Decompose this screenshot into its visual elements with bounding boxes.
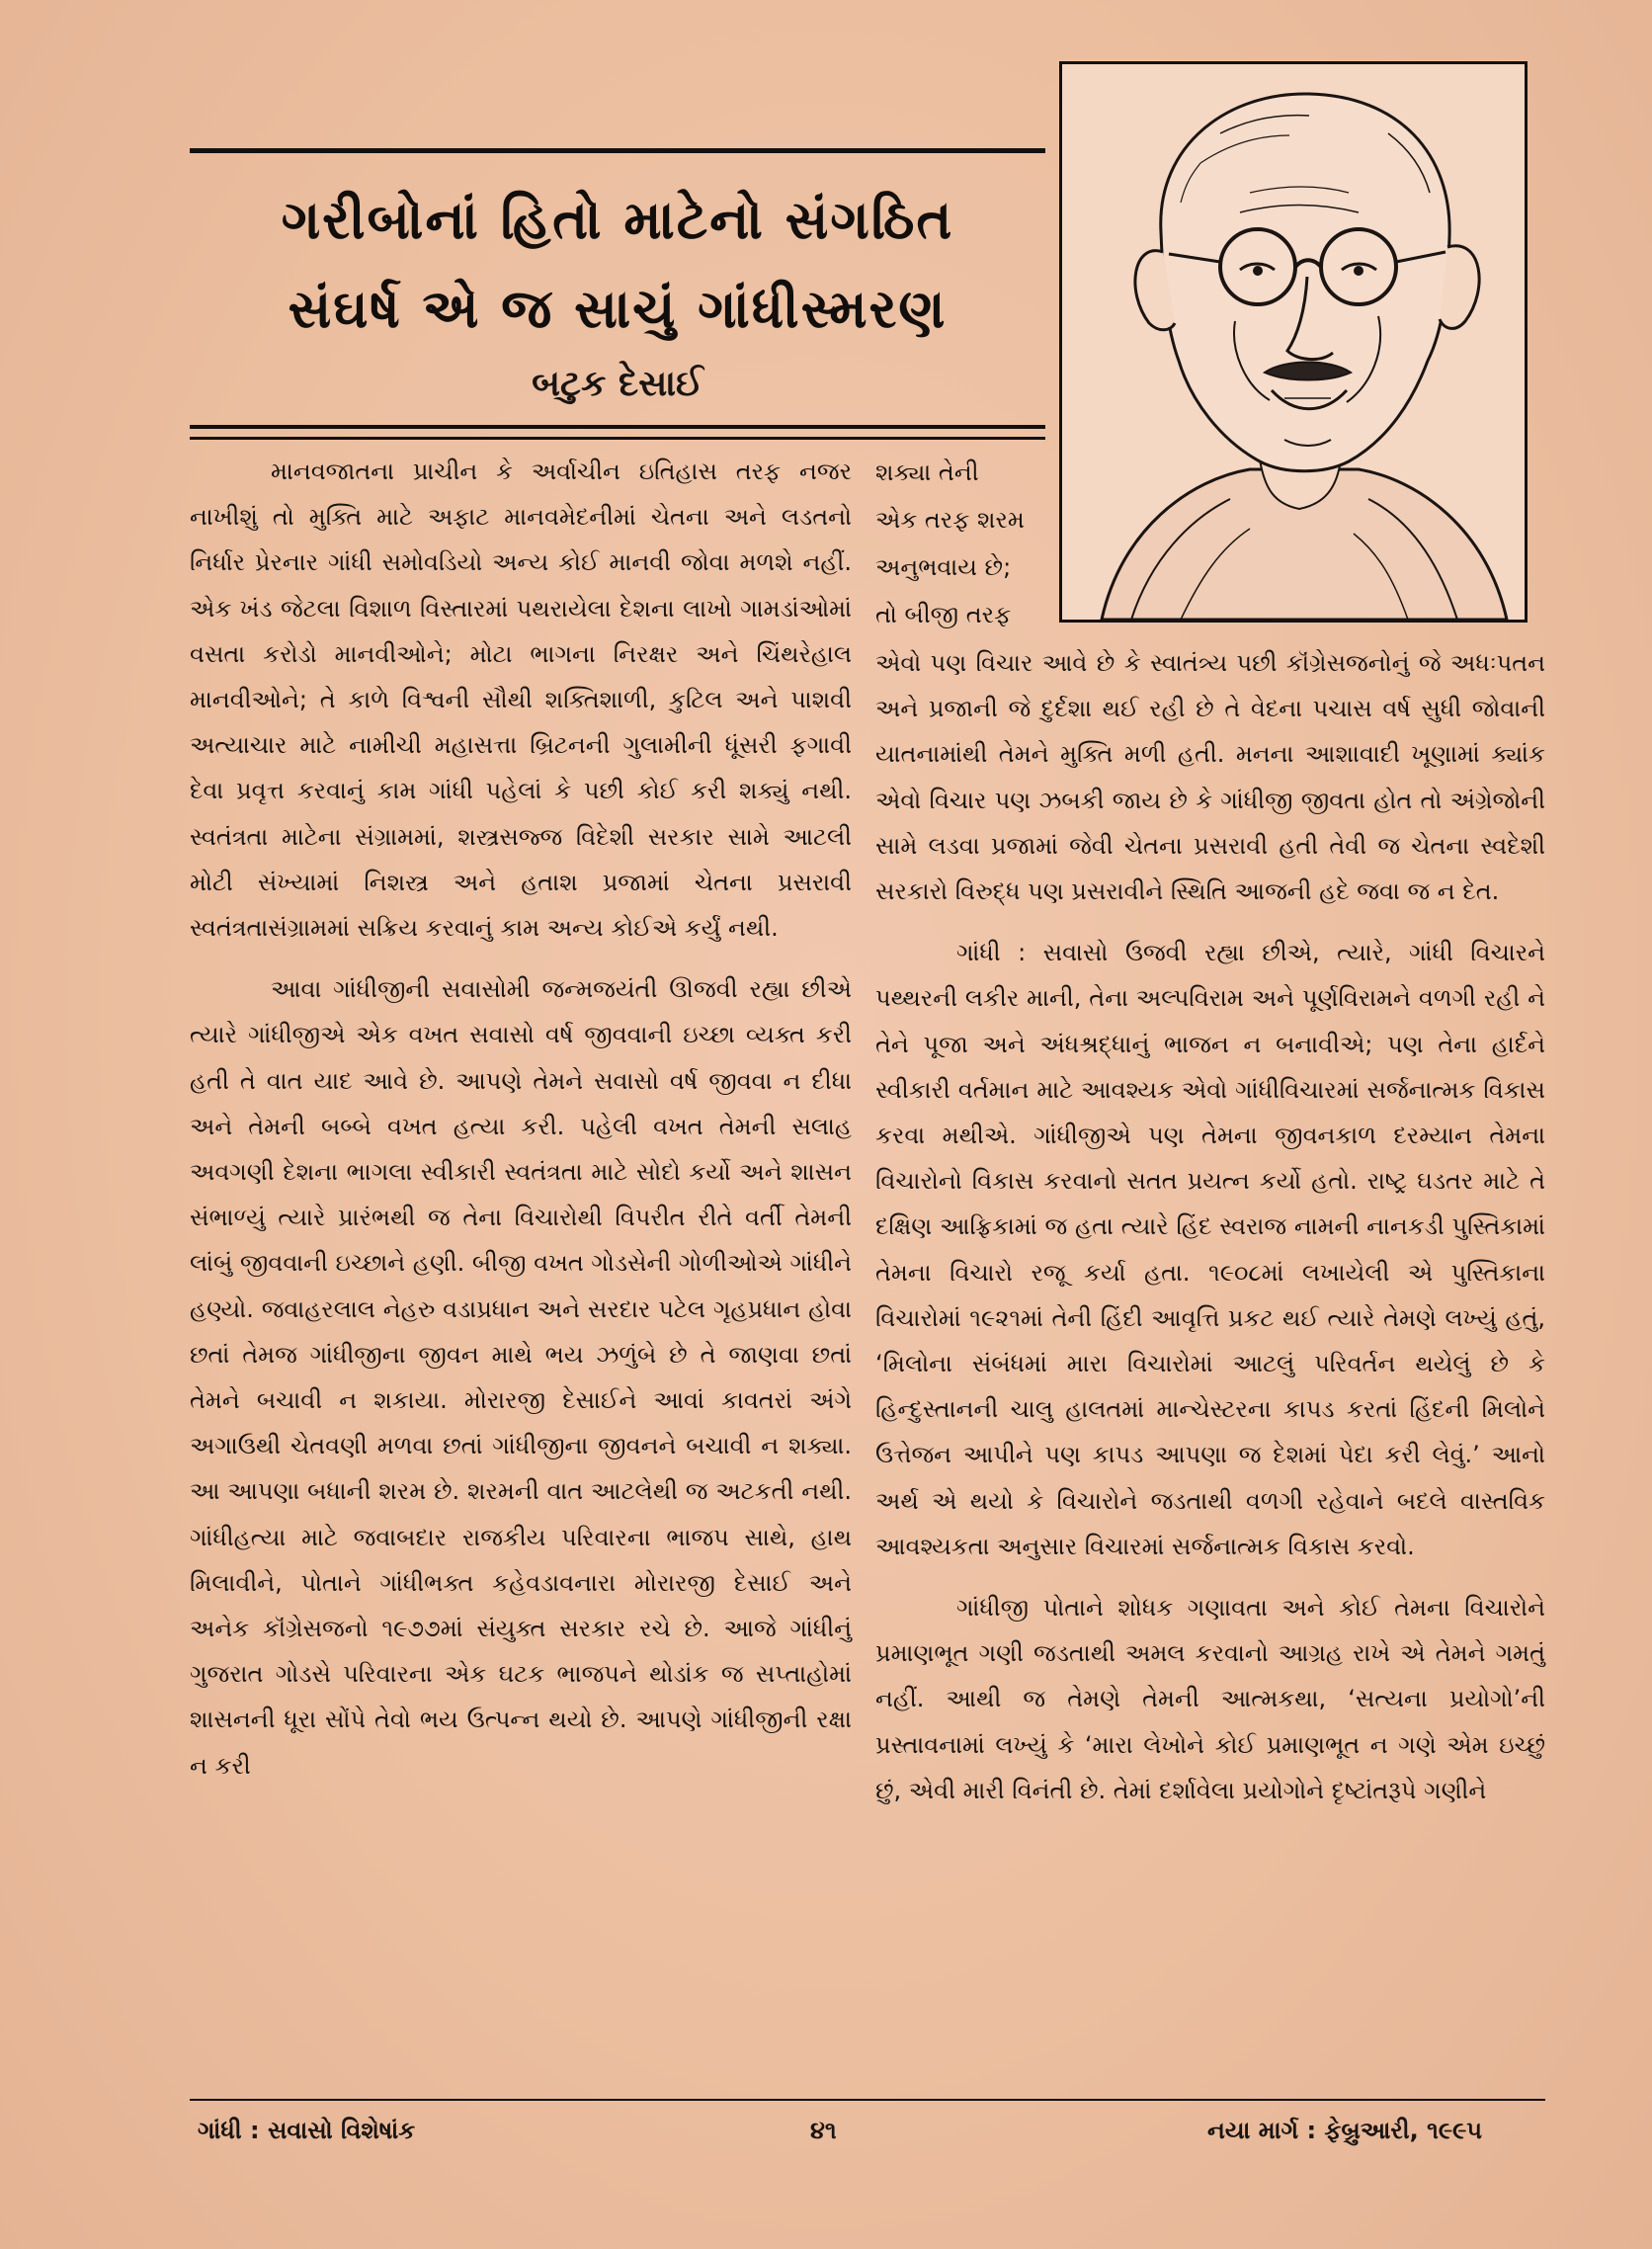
left-paragraph-1: માનવજાતના પ્રાચીન કે અર્વાચીન ઇતિહાસ તરફ નજર નાખીશું તો મુક્તિ માટે અફાટ માનવમેદનીમાં ચેતના અને લડતનો નિર્ધાર પ્રેરનાર ગાંધી સમોવડિયો અન્ય કોઈ માનવી જોવા મળશે નહીં. એક ખંડ જેટલા વિશાળ વિસ્તારમાં પથરાયેલા દેશના લાખો ગામડાંઓમાં વસતા કરોડો માનવીઓને; મોટા ભાગના નિરક્ષર અને ચિંથરેહાલ માનવીઓને; તે કાળે વિશ્વની સૌથી શક્તિશાળી, કુટિલ અને પાશવી અત્યાચાર માટે નામીચી મહાસત્તા બ્રિટનની ગુલામીની ધૂંસરી ફગાવી દેવા પ્રવૃત્ત કરવાનું કામ ગાંધી પહેલાં કે પછી કોઈ કરી શક્યું નથી. સ્વતંત્રતા માટેના સંગ્રામમાં, શસ્ત્રસજ્જ વિદેશી સરકાર સામે આટલી મોટી સંખ્યામાં નિશસ્ત્ર અને હતાશ પ્રજામાં ચેતના પ્રસરાવી સ્વતંત્રતાસંગ્રામમાં સક્રિય કરવાનું કામ અન્ય કોઈએ કર્યું નથી. <box>190 458 852 943</box>
article-title-line2: સંઘર્ષ એ જ સાચું ગાંધીસ્મરણ <box>288 278 948 340</box>
footer-page-number: ૪૧ <box>810 2117 837 2144</box>
right-paragraph-3: ગાંધીજી પોતાને શોધક ગણાવતા અને કોઈ તેમના વિચારોને પ્રમાણભૂત ગણી જડતાથી અમલ કરવાનો આગ્રહ રાખે એ તેમને ગમતું નહીં. આથી જ તેમણે તેમની આત્મકથા, ‘સત્યના પ્રયોગો’ની પ્રસ્તાવનામાં લખ્યું કે ‘મારા લેખોને કોઈ પ્રમાણભૂત ન ગણે એમ ઇચ્છું છું, એવી મારી વિનંતી છે. તેમાં દર્શાવેલા પ્રયોગોને દૃષ્ટાંતરૂપે ગણીને <box>875 1594 1545 1804</box>
footer-rule <box>190 2099 1545 2101</box>
article-author: બટુક દેસાઈ <box>532 364 703 404</box>
footer-issue-name: ગાંધી : સવાસો વિશેષાંક <box>198 2117 416 2144</box>
narrow-column <box>875 449 1049 638</box>
gandhi-portrait-icon <box>1062 64 1525 620</box>
left-column <box>190 449 852 1789</box>
footer-publication-date: નયા માર્ગ : ફેબ્રુઆરી, ૧૯૯૫ <box>1207 2117 1483 2144</box>
title-bottom-rule-2 <box>190 437 1045 440</box>
title-top-rule <box>190 148 1045 153</box>
right-column <box>875 640 1545 1813</box>
narrow-line: તો બીજી તરફ <box>875 601 1012 628</box>
narrow-line: એક તરફ શરમ <box>875 506 1025 534</box>
left-paragraph-2: આવા ગાંધીજીની સવાસોમી જન્મજયંતી ઊજવી રહ્યા છીએ ત્યારે ગાંધીજીએ એક વખત સવાસો વર્ષ જીવવાની ઇચ્છા વ્યક્ત કરી હતી તે વાત યાદ આવે છે. આપણે તેમને સવાસો વર્ષ જીવવા ન દીધા અને તેમની બબ્બે વખત હત્યા કરી. પહેલી વખત તેમની સલાહ અવગણી દેશના ભાગલા સ્વીકારી સ્વતંત્રતા માટે સોદો કર્યો અને શાસન સંભાળ્યું ત્યારે પ્રારંભથી જ તેના વિચારોથી વિપરીત રીતે વર્તી તેમની લાંબું જીવવાની ઇચ્છાને હણી. બીજી વખત ગોડસેની ગોળીઓએ ગાંધીને હણ્યો. જવાહરલાલ નેહરુ વડાપ્રધાન અને સરદાર પટેલ ગૃહપ્રધાન હોવા છતાં તેમજ ગાંધીજીના જીવન માથે ભય ઝળુંબે છે તે જાણવા છતાં તેમને બચાવી ન શકાયા. મોરારજી દેસાઈને આવાં કાવતરાં અંગે અગાઉથી ચેતવણી મળવા છતાં ગાંધીજીના જીવનને બચાવી ન શક્યા. આ આપણા બધાની શરમ છે. શરમની વાત આટલેથી જ અટકતી નથી. ગાંધીહત્યા માટે જવાબદાર રાજકીય પરિવારના ભાજપ સાથે, હાથ મિલાવીને, પોતાને ગાંધીભક્ત કહેવડાવનારા મોરારજી દેસાઈ અને અનેક કૉંગ્રેસજનો ૧૯૭૭માં સંયુક્ત સરકાર રચે છે. આજે ગાંધીનું ગુજરાત ગોડસે પરિવારના એક ઘટક ભાજપને થોડાંક જ સપ્તાહોમાં શાસનની ધૂરા સોંપે તેવો ભય ઉત્પન્ન થયો છે. આપણે ગાંધીજીની રક્ષા ન કરી <box>190 975 852 1780</box>
title-bottom-rule-1 <box>190 425 1045 429</box>
article-title-line1: ગરીબોનાં હિતો માટેનો સંગઠિત <box>281 189 954 251</box>
right-paragraph-2: ગાંધી : સવાસો ઉજવી રહ્યા છીએ, ત્યારે, ગાંધી વિચારને પથ્થરની લકીર માની, તેના અલ્પવિરામ અને પૂર્ણવિરામને વળગી રહી ને તેને પૂજા અને અંધશ્રદ્ધાનું ભાજન ન બનાવીએ; પણ તેના હાર્દને સ્વીકારી વર્તમાન માટે આવશ્યક એવો ગાંધીવિચારમાં સર્જનાત્મક વિકાસ કરવા મથીએ. ગાંધીજીએ પણ તેમના જીવનકાળ દરમ્યાન તેમના વિચારોનો વિકાસ કરવાનો સતત પ્રયત્ન કર્યો હતો. રાષ્ટ્ર ઘડતર માટે તે દક્ષિણ આફ્રિકામાં જ હતા ત્યારે હિંદ સ્વરાજ નામની નાનકડી પુસ્તિકામાં તેમના વિચારો રજૂ કર્યા હતા. ૧૯૦૮માં લખાયેલી એ પુસ્તિકાના વિચારોમાં ૧૯૨૧માં તેની હિંદી આવૃત્તિ પ્રકટ થઈ ત્યારે તેમણે લખ્યું હતું, ‘મિલોના સંબંધમાં મારા વિચારોમાં આટલું પરિવર્તન થયેલું છે કે હિન્દુસ્તાનની ચાલુ હાલતમાં માન્ચેસ્ટરના કાપડ કરતાં હિંદની મિલોને ઉત્તેજન આપીને પણ કાપડ આપણા જ દેશમાં પેદા કરી લેવું.’ આનો અર્થ એ થયો કે વિચારોને જડતાથી વળગી રહેવાને બદલે વાસ્તવિક આવશ્યકતા અનુસાર વિચારમાં સર્જનાત્મક વિકાસ કરવો. <box>875 939 1545 1560</box>
narrow-line: અનુભવાય છે; <box>875 553 1012 581</box>
right-paragraph-1: એવો પણ વિચાર આવે છે કે સ્વાતંત્ર્ય પછી કૉંગ્રેસજનોનું જે અધઃપતન અને પ્રજાની જે દુર્દશા થઈ રહી છે તે વેદના પચાસ વર્ષ સુધી જોવાની યાતનામાંથી તેમને મુક્તિ મળી હતી. મનના આશાવાદી ખૂણામાં ક્યાંક એવો વિચાર પણ ઝબકી જાય છે કે ગાંધીજી જીવતા હોત તો અંગ્રેજોની સામે લડવા પ્રજામાં જેવી ચેતના પ્રસરાવી હતી તેવી જ ચેતના સ્વદેશી સરકારો વિરુદ્ધ પણ પ્રસરાવીને સ્થિતિ આજની હદે જવા જ ન દેત. <box>875 649 1545 906</box>
narrow-line: શક્યા તેની <box>875 458 979 486</box>
gandhi-portrait-sketch <box>1059 61 1528 623</box>
